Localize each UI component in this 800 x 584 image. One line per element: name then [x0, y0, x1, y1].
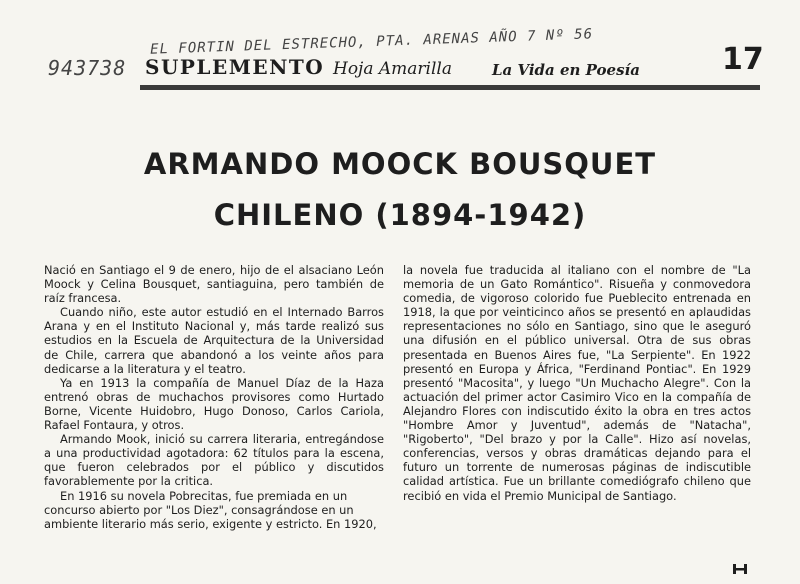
handwritten-source-note: EL FORTIN DEL ESTRECHO, PTA. ARENAS AÑO 7 Nº 56: [149, 26, 594, 58]
paragraph-6: la novela fue traducida al italiano con el nombre de "La memoria de un Gato Romántico". Risueña y conmovedora comedia, de vigoroso colorido fue Pueblecito entrenada en 1918, la que por veinticinco años se presentó en aplaudidas representaciones no sólo en Santiago, sino que le aseguró una difusión en el público universal. Otra de sus obras presentada en Buenos Aires fue, "La Serpiente". En 1922 presentó en Europa y África, "Ferdinand Pontiac". En 1929 presentó "Macosita", y luego "Un Muchacho Alegre". Con la actuación del primer actor Casimiro Vico en la compañía de Alejandro Flores con indiscutido éxito la obra en tres actos "Hombre Amor y Juventud", además de "Natacha", "Rigoberto", "Del brazo y por la Calle". Hizo así novelas, conferencias, versos y obras dramáticas dejando para el futuro un torrente de numerosas páginas de indiscutible calidad artística. Fue un brillante comediógrafo chileno que recibió en vida el Premio Municipal de Santiago.: [403, 263, 751, 503]
paragraph-3: Ya en 1913 la compañía de Manuel Díaz de la Haza entrenó obras de muchachos provisores como Hurtado Borne, Vicente Huidobro, Hugo Donoso, Carlos Cariola, Rafael Fontaura, y otros.: [44, 375, 384, 433]
article-title-line1: ARMANDO MOOCK BOUSQUET: [143, 147, 657, 181]
paragraph-4: Armando Mook, inició su carrera literaria, entregándose a una productividad agotadora: 62 títulos para la escena, que fueron celebrados por el público y discutidos favorablemente por la critica.: [44, 432, 384, 489]
supplement-name: Hoja Amarilla: [333, 59, 452, 79]
paragraph-2: Cuando niño, este autor estudió en el Internado Barros Arana y en el Instituto Nacional y, más tarde realizó sus estudios en la Escuela de Arquitectura de la Universidad de Chile, carrera que abandonó a los veinte años para dedicarse a la literatura y el teatro.: [44, 305, 384, 376]
end-of-article-icon: [732, 563, 748, 575]
column-name: La Vida en Poesía: [492, 61, 640, 79]
article-title-line2: CHILENO (1894-1942): [213, 198, 587, 232]
paragraph-1: Nació en Santiago el 9 de enero, hijo de el alsaciano León Moock y Celina Bousquet, santiaguina, pero también de raíz francesa.: [44, 263, 384, 306]
section-label: SUPLEMENTO: [145, 55, 325, 79]
handwritten-catalog-number: 943738: [48, 56, 127, 80]
article-column-left: [44, 263, 384, 531]
paragraph-5: En 1916 su novela Pobrecitas, fue premiada en un concurso abierto por "Los Diez", consagrándose en un ambiente literario más serio, exigente y estricto. En 1920,: [44, 488, 377, 531]
page-number: 17: [722, 42, 764, 77]
article-column-right: [403, 263, 751, 503]
header-rule: [140, 85, 760, 90]
